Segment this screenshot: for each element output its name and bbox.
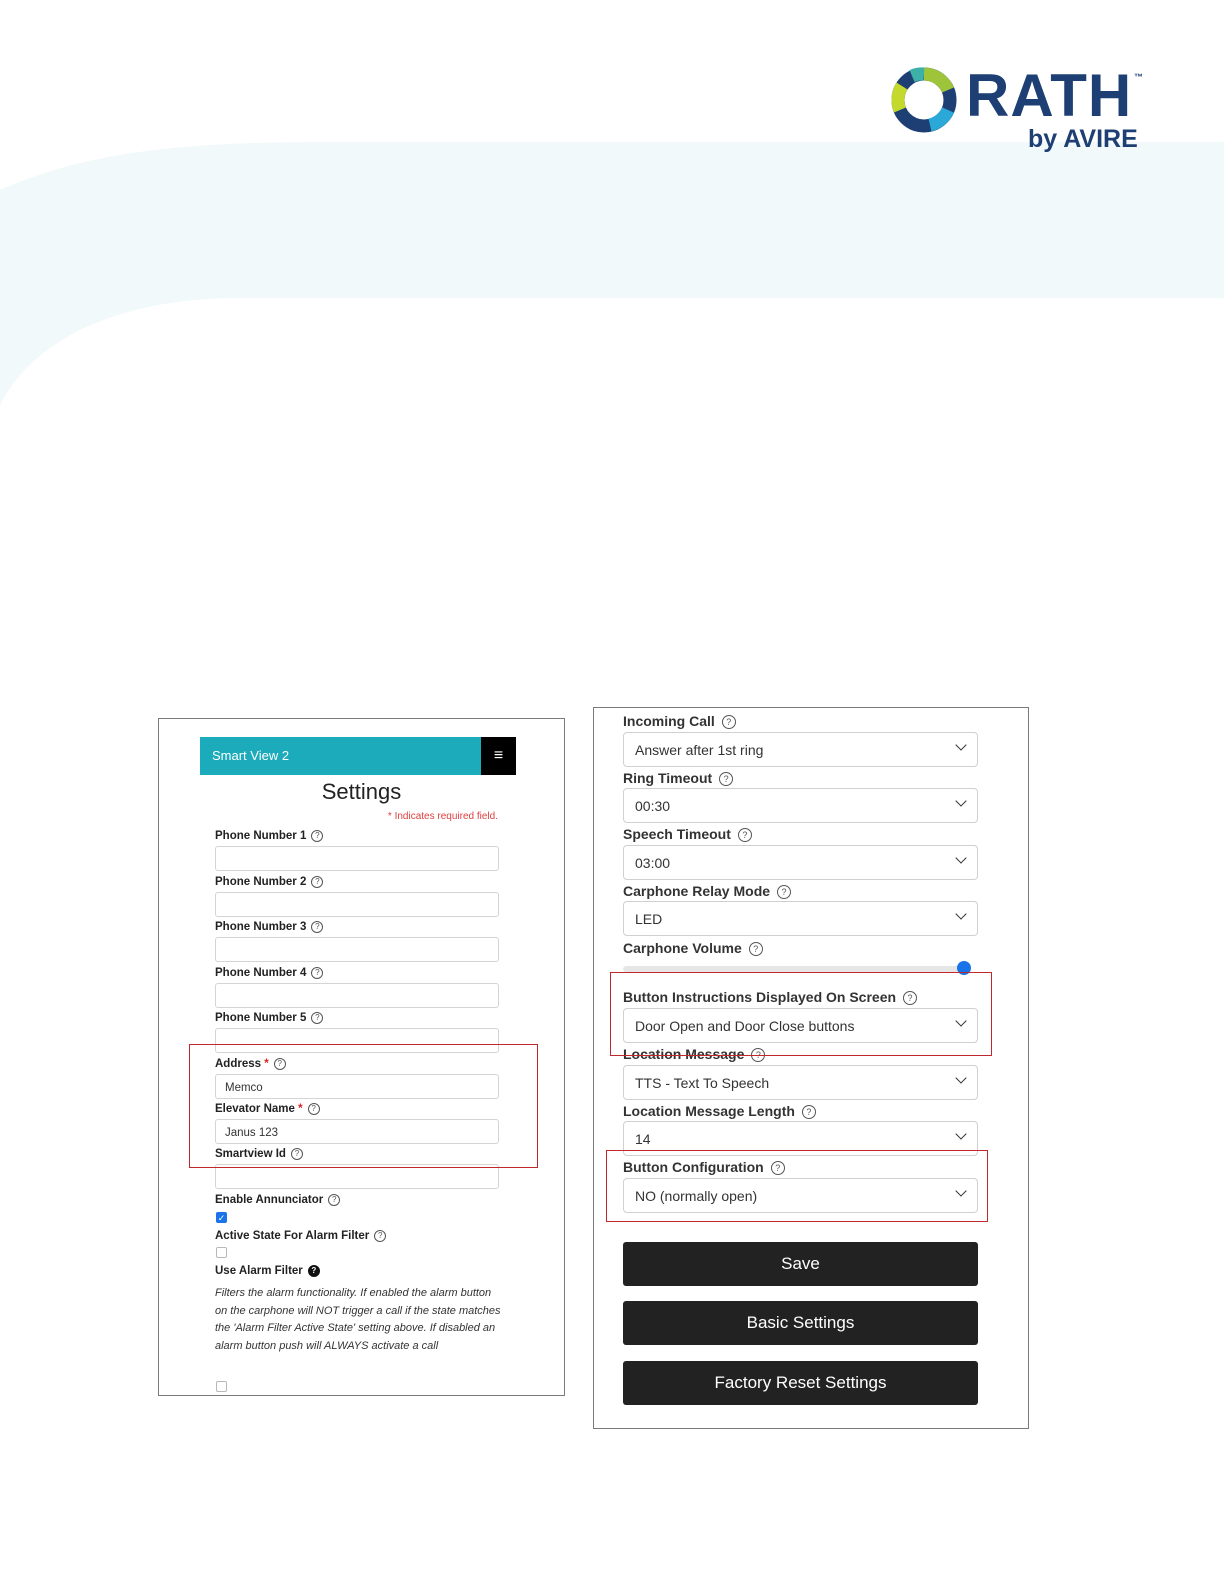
elevator-name-input[interactable]: Janus 123 bbox=[215, 1119, 499, 1144]
speech-timeout-label: Speech Timeout ? bbox=[623, 826, 752, 842]
chevron-down-icon bbox=[955, 1072, 966, 1083]
basic-settings-button[interactable]: Basic Settings bbox=[623, 1301, 978, 1345]
address-input[interactable]: Memco bbox=[215, 1074, 499, 1099]
use-alarm-filter-label: Use Alarm Filter ? bbox=[215, 1265, 320, 1277]
location-message-length-label: Location Message Length ? bbox=[623, 1103, 816, 1119]
help-icon[interactable]: ? bbox=[802, 1105, 816, 1119]
help-icon[interactable]: ? bbox=[308, 1265, 320, 1277]
carphone-relay-mode-label: Carphone Relay Mode ? bbox=[623, 883, 791, 899]
help-icon[interactable]: ? bbox=[719, 772, 733, 786]
required-field-note: * Indicates required field. bbox=[387, 811, 498, 822]
app-title: Smart View 2 bbox=[212, 748, 290, 763]
help-icon[interactable]: ? bbox=[311, 967, 323, 979]
chevron-down-icon bbox=[955, 739, 966, 750]
help-icon[interactable]: ? bbox=[291, 1148, 303, 1160]
phone-number-2-label: Phone Number 2 ? bbox=[215, 876, 323, 888]
help-icon[interactable]: ? bbox=[771, 1161, 785, 1175]
chevron-down-icon bbox=[955, 852, 966, 863]
use-alarm-filter-checkbox[interactable] bbox=[216, 1381, 227, 1392]
alarm-filter-description: Filters the alarm functionality. If enabled the alarm button on the carphone will NOT trigger a call if the state matches the 'Alarm Filter Active State' setting above. If disabled an alarm button push will ALWAYS activate a call bbox=[215, 1287, 501, 1352]
phone-number-4-input[interactable] bbox=[215, 983, 499, 1008]
address-label: Address * ? bbox=[215, 1058, 286, 1070]
highlight-box bbox=[189, 1044, 538, 1168]
location-message-label: Location Message ? bbox=[623, 1046, 765, 1062]
help-icon[interactable]: ? bbox=[374, 1230, 386, 1242]
incoming-call-select[interactable]: Answer after 1st ring bbox=[623, 732, 978, 767]
save-button[interactable]: Save bbox=[623, 1242, 978, 1286]
incoming-call-label: Incoming Call ? bbox=[623, 713, 736, 729]
logo-trademark: ™ bbox=[1134, 72, 1143, 82]
help-icon[interactable]: ? bbox=[749, 942, 763, 956]
enable-annunciator-checkbox[interactable]: ✓ bbox=[217, 1213, 226, 1223]
phone-number-2-input[interactable] bbox=[215, 892, 499, 917]
phone-number-3-input[interactable] bbox=[215, 937, 499, 962]
phone-number-1-label: Phone Number 1 ? bbox=[215, 830, 323, 842]
help-icon[interactable]: ? bbox=[777, 885, 791, 899]
enable-annunciator-label: Enable Annunciator ? bbox=[215, 1194, 340, 1206]
help-icon[interactable]: ? bbox=[274, 1058, 286, 1070]
elevator-name-label: Elevator Name * ? bbox=[215, 1103, 320, 1115]
phone-number-1-input[interactable] bbox=[215, 846, 499, 871]
active-state-alarm-filter-label: Active State For Alarm Filter ? bbox=[215, 1230, 386, 1242]
ring-timeout-select[interactable]: 00:30 bbox=[623, 788, 978, 823]
help-icon[interactable]: ? bbox=[328, 1194, 340, 1206]
highlight-box bbox=[606, 1150, 988, 1222]
help-icon[interactable]: ? bbox=[722, 715, 736, 729]
carphone-relay-mode-select[interactable]: LED bbox=[623, 901, 978, 936]
help-icon[interactable]: ? bbox=[738, 828, 752, 842]
help-icon[interactable]: ? bbox=[311, 876, 323, 888]
smartview-id-label: Smartview Id ? bbox=[215, 1148, 303, 1160]
speech-timeout-select[interactable]: 03:00 bbox=[623, 845, 978, 880]
ring-timeout-label: Ring Timeout ? bbox=[623, 770, 733, 786]
button-configuration-label: Button Configuration ? bbox=[623, 1159, 785, 1175]
help-icon[interactable]: ? bbox=[311, 921, 323, 933]
hamburger-icon[interactable]: ≡ bbox=[481, 737, 516, 775]
phone-number-3-label: Phone Number 3 ? bbox=[215, 921, 323, 933]
phone-number-4-label: Phone Number 4 ? bbox=[215, 967, 323, 979]
factory-reset-settings-button[interactable]: Factory Reset Settings bbox=[623, 1361, 978, 1405]
logo-subtitle: by AVIRE bbox=[1028, 125, 1138, 153]
logo-ring-icon bbox=[890, 66, 958, 134]
help-icon[interactable]: ? bbox=[751, 1048, 765, 1062]
help-icon[interactable]: ? bbox=[311, 1012, 323, 1024]
rath-logo bbox=[888, 62, 1148, 158]
button-configuration-select[interactable]: NO (normally open) bbox=[623, 1178, 978, 1213]
carphone-volume-label: Carphone Volume ? bbox=[623, 940, 763, 956]
button-instructions-label: Button Instructions Displayed On Screen ? bbox=[623, 989, 917, 1005]
chevron-down-icon bbox=[955, 1128, 966, 1139]
help-icon[interactable]: ? bbox=[308, 1103, 320, 1115]
help-icon[interactable]: ? bbox=[311, 830, 323, 842]
chevron-down-icon bbox=[955, 908, 966, 919]
phone-number-5-label: Phone Number 5 ? bbox=[215, 1012, 323, 1024]
help-icon[interactable]: ? bbox=[903, 991, 917, 1005]
page-title: Settings bbox=[321, 779, 402, 804]
settings-screenshot-right bbox=[593, 707, 1029, 1429]
highlight-box bbox=[610, 972, 992, 1056]
active-state-alarm-filter-checkbox[interactable] bbox=[216, 1247, 227, 1258]
chevron-down-icon bbox=[955, 795, 966, 806]
app-header bbox=[200, 737, 516, 775]
location-message-select[interactable]: TTS - Text To Speech bbox=[623, 1065, 978, 1100]
logo-wordmark: RATH bbox=[966, 62, 1133, 129]
button-instructions-select[interactable]: Door Open and Door Close buttons bbox=[623, 1008, 978, 1043]
settings-screenshot-left bbox=[158, 718, 565, 1396]
location-message-length-select[interactable]: 14 bbox=[623, 1121, 978, 1156]
